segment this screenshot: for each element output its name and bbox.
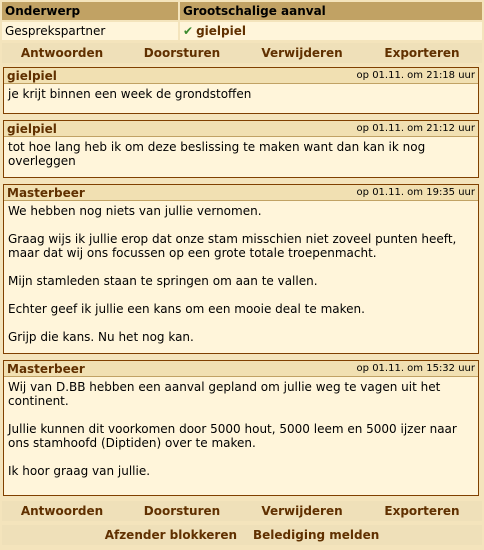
post-paragraph: tot hoe lang heb ik om deze beslissing te maken want dan kan ik nog overleggen xyxy=(8,140,426,168)
post-paragraph: Jullie kunnen dit voorkomen door 5000 hout, 5000 leem en 5000 ijzer naar ons stamhoofd (Diptiden) over te maken. xyxy=(8,422,457,450)
checkmark-icon: ✔ xyxy=(183,24,194,38)
post-header xyxy=(4,68,478,84)
post-date: op 01.11. om 19:35 uur xyxy=(356,187,475,198)
post-header xyxy=(4,361,478,377)
block-sender-button[interactable]: Afzender blokkeren xyxy=(104,528,238,542)
delete-button[interactable]: Verwijderen xyxy=(261,46,343,60)
post-date: op 01.11. om 21:18 uur xyxy=(356,70,475,81)
reply-button[interactable]: Antwoorden xyxy=(20,504,104,518)
message-post xyxy=(3,67,479,114)
post-author[interactable]: gielpiel xyxy=(7,68,57,83)
post-author[interactable]: gielpiel xyxy=(7,121,57,136)
export-button[interactable]: Exporteren xyxy=(384,46,460,60)
subject-column-header: Onderwerp xyxy=(2,2,178,20)
export-button[interactable]: Exporteren xyxy=(384,504,460,518)
partner-cell xyxy=(180,22,482,40)
delete-button[interactable]: Verwijderen xyxy=(261,504,343,518)
message-actions-top xyxy=(2,43,482,63)
post-paragraph: Wij van D.BB hebben een aanval gepland om jullie weg te vagen uit het continent. xyxy=(8,380,441,408)
post-paragraph: Grijp die kans. Nu het nog kan. xyxy=(8,330,194,344)
partner-name-link[interactable]: gielpiel xyxy=(196,24,246,38)
post-paragraph: Echter geef ik jullie een kans om een mooie deal te maken. xyxy=(8,302,365,316)
message-header xyxy=(0,0,484,42)
post-body xyxy=(4,137,478,172)
post-paragraph: We hebben nog niets van jullie vernomen. xyxy=(8,204,262,218)
post-body xyxy=(4,201,478,348)
message-post xyxy=(3,360,479,496)
post-author[interactable]: Masterbeer xyxy=(7,185,85,200)
forward-button[interactable]: Doorsturen xyxy=(143,46,221,60)
forward-button[interactable]: Doorsturen xyxy=(143,504,221,518)
post-date: op 01.11. om 21:12 uur xyxy=(356,123,475,134)
post-header xyxy=(4,185,478,201)
post-paragraph: Mijn stamleden staan te springen om aan te vallen. xyxy=(8,274,318,288)
post-body xyxy=(4,377,478,482)
post-paragraph: je krijt binnen een week de grondstoffen xyxy=(8,87,252,101)
post-header xyxy=(4,121,478,137)
message-actions-extra xyxy=(2,525,482,545)
post-body xyxy=(4,84,478,105)
message-actions-bottom xyxy=(2,501,482,521)
report-insult-button[interactable]: Belediging melden xyxy=(253,528,380,542)
message-post xyxy=(3,120,479,178)
message-subject: Grootschalige aanval xyxy=(180,2,482,20)
partner-label: Gesprekspartner xyxy=(2,22,178,40)
message-post xyxy=(3,184,479,354)
post-paragraph: Graag wijs ik jullie erop dat onze stam misschien niet zoveel punten heeft, maar dat wij ons focussen op een grote totale troepenmacht. xyxy=(8,232,457,260)
post-author[interactable]: Masterbeer xyxy=(7,361,85,376)
post-paragraph: Ik hoor graag van jullie. xyxy=(8,464,151,478)
reply-button[interactable]: Antwoorden xyxy=(20,46,104,60)
post-date: op 01.11. om 15:32 uur xyxy=(356,363,475,374)
